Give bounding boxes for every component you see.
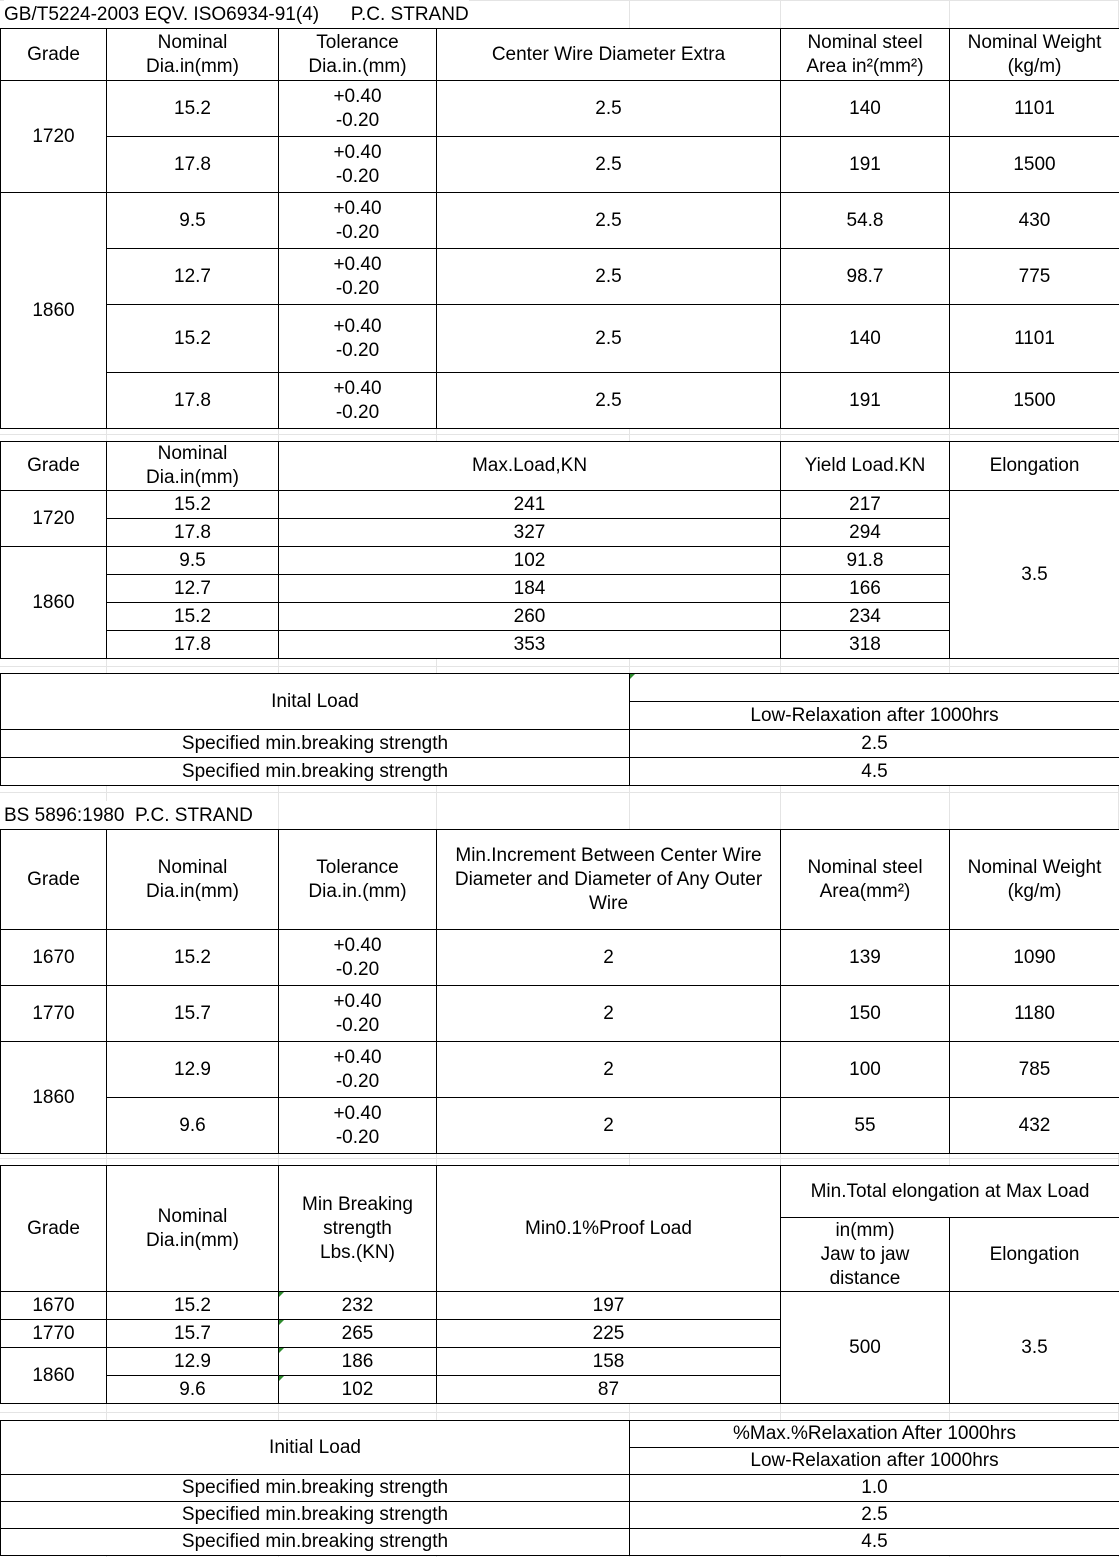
increment-cell: 2 xyxy=(437,986,781,1042)
center-cell: 2.5 xyxy=(437,193,781,249)
dia-cell: 17.8 xyxy=(107,631,279,659)
tolerance-cell: +0.40 -0.20 xyxy=(279,986,437,1042)
yield-load-cell: 234 xyxy=(781,603,950,631)
table-row xyxy=(1,1098,1119,1154)
header-total-elongation: Min.Total elongation at Max Load xyxy=(781,1166,1119,1218)
dia-cell: 17.8 xyxy=(107,373,279,429)
proof-cell: 225 xyxy=(437,1320,781,1348)
header-min-increment: Min.Increment Between Center Wire Diameter and Diameter of Any Outer Wire xyxy=(437,830,781,930)
dia-cell: 15.2 xyxy=(107,81,279,137)
dia-cell: 12.7 xyxy=(107,249,279,305)
weight-cell: 1500 xyxy=(950,137,1119,193)
relax-label-cell: Specified min.breaking strength xyxy=(1,1502,630,1529)
header-nominal-dia: Nominal Dia.in(mm) xyxy=(107,1166,279,1292)
header-steel-area: Nominal steel Area in²(mm²) xyxy=(781,29,950,81)
tolerance-cell: +0.40 -0.20 xyxy=(279,81,437,137)
header-steel-area: Nominal steel Area(mm²) xyxy=(781,830,950,930)
yield-load-cell: 294 xyxy=(781,519,950,547)
weight-cell: 1090 xyxy=(950,930,1119,986)
grid-row-line xyxy=(0,1412,1119,1413)
relax-value-cell: 2.5 xyxy=(630,730,1119,758)
header-nominal-dia: Nominal Dia.in(mm) xyxy=(107,442,279,491)
weight-cell: 1101 xyxy=(950,81,1119,137)
table-row xyxy=(1,930,1119,986)
header-elongation: Elongation xyxy=(950,442,1119,491)
dia-cell: 15.2 xyxy=(107,305,279,373)
table-header-row xyxy=(1,29,1119,81)
weight-cell: 432 xyxy=(950,1098,1119,1154)
elongation-cell: 3.5 xyxy=(950,491,1119,659)
table-header-row xyxy=(1,442,1119,491)
grade-cell: 1720 xyxy=(1,491,107,547)
relax-label-cell: Specified min.breaking strength xyxy=(1,1529,630,1556)
table-row xyxy=(1,730,1119,758)
increment-cell: 2 xyxy=(437,1042,781,1098)
section2-spec-table xyxy=(0,829,1119,1154)
dia-cell: 15.2 xyxy=(107,1292,279,1320)
increment-cell: 2 xyxy=(437,930,781,986)
increment-cell: 2 xyxy=(437,1098,781,1154)
header-max-relaxation: %Max.%Relaxation After 1000hrs xyxy=(630,1421,1119,1448)
dia-cell: 15.7 xyxy=(107,1320,279,1348)
weight-cell: 1180 xyxy=(950,986,1119,1042)
table-row xyxy=(1,305,1119,373)
grade-cell: 1770 xyxy=(1,1320,107,1348)
header-nominal-weight: Nominal Weight (kg/m) xyxy=(950,29,1119,81)
tolerance-cell: +0.40 -0.20 xyxy=(279,1042,437,1098)
center-cell: 2.5 xyxy=(437,137,781,193)
header-initial-load: Inital Load xyxy=(1,674,630,730)
weight-cell: 430 xyxy=(950,193,1119,249)
header-blank-cell xyxy=(630,674,1119,702)
section2-relaxation-table xyxy=(0,1420,1119,1556)
relax-value-cell: 4.5 xyxy=(630,758,1119,786)
weight-cell: 1101 xyxy=(950,305,1119,373)
relax-label-cell: Specified min.breaking strength xyxy=(1,730,630,758)
table-row xyxy=(1,249,1119,305)
section1-title: GB/T5224-2003 EQV. ISO6934-91(4) P.C. STRAND xyxy=(4,0,469,28)
section2-load-table xyxy=(0,1165,1119,1404)
table-row xyxy=(1,193,1119,249)
breaking-cell: 265 xyxy=(279,1320,437,1348)
dia-cell: 9.6 xyxy=(107,1098,279,1154)
yield-load-cell: 217 xyxy=(781,491,950,519)
header-tolerance: Tolerance Dia.in.(mm) xyxy=(279,830,437,930)
relax-value-cell: 1.0 xyxy=(630,1475,1119,1502)
dia-cell: 15.2 xyxy=(107,491,279,519)
relax-label-cell: Specified min.breaking strength xyxy=(1,758,630,786)
header-elongation: Elongation xyxy=(950,1218,1119,1292)
table-row xyxy=(1,1529,1119,1556)
grade-cell: 1860 xyxy=(1,1042,107,1154)
area-cell: 55 xyxy=(781,1098,950,1154)
dia-cell: 17.8 xyxy=(107,137,279,193)
table-row xyxy=(1,1502,1119,1529)
area-cell: 100 xyxy=(781,1042,950,1098)
tolerance-cell: +0.40 -0.20 xyxy=(279,1098,437,1154)
header-low-relaxation: Low-Relaxation after 1000hrs xyxy=(630,1448,1119,1475)
weight-cell: 1500 xyxy=(950,373,1119,429)
grid-row-line xyxy=(0,666,1119,667)
max-load-cell: 327 xyxy=(279,519,781,547)
header-tolerance: Tolerance Dia.in.(mm) xyxy=(279,29,437,81)
header-grade: Grade xyxy=(1,442,107,491)
tolerance-cell: +0.40 -0.20 xyxy=(279,373,437,429)
grade-cell: 1860 xyxy=(1,193,107,429)
table-header-row xyxy=(1,674,1119,702)
grade-cell: 1670 xyxy=(1,1292,107,1320)
elongation-cell: 3.5 xyxy=(950,1292,1119,1404)
grade-cell: 1670 xyxy=(1,930,107,986)
area-cell: 140 xyxy=(781,305,950,373)
proof-cell: 87 xyxy=(437,1376,781,1404)
dia-cell: 9.6 xyxy=(107,1376,279,1404)
table-header-row xyxy=(1,1421,1119,1448)
dia-cell: 15.7 xyxy=(107,986,279,1042)
section1-load-table xyxy=(0,441,1119,659)
area-cell: 140 xyxy=(781,81,950,137)
tolerance-cell: +0.40 -0.20 xyxy=(279,193,437,249)
relax-value-cell: 4.5 xyxy=(630,1529,1119,1556)
dia-cell: 15.2 xyxy=(107,603,279,631)
grade-cell: 1860 xyxy=(1,1348,107,1404)
table-row xyxy=(1,1475,1119,1502)
area-cell: 98.7 xyxy=(781,249,950,305)
yield-load-cell: 166 xyxy=(781,575,950,603)
grid-row-line xyxy=(0,1158,1119,1159)
grid-row-line xyxy=(0,792,1119,793)
dia-cell: 15.2 xyxy=(107,930,279,986)
table-row xyxy=(1,1292,1119,1320)
relax-label-cell: Specified min.breaking strength xyxy=(1,1475,630,1502)
center-cell: 2.5 xyxy=(437,305,781,373)
tolerance-cell: +0.40 -0.20 xyxy=(279,137,437,193)
grid-row-line xyxy=(0,434,1119,435)
table-row xyxy=(1,491,1119,519)
table-row xyxy=(1,81,1119,137)
table-row xyxy=(1,373,1119,429)
area-cell: 150 xyxy=(781,986,950,1042)
header-low-relaxation: Low-Relaxation after 1000hrs xyxy=(630,702,1119,730)
table-header-row xyxy=(1,830,1119,930)
header-grade: Grade xyxy=(1,29,107,81)
max-load-cell: 353 xyxy=(279,631,781,659)
yield-load-cell: 318 xyxy=(781,631,950,659)
dia-cell: 9.5 xyxy=(107,547,279,575)
header-nominal-dia: Nominal Dia.in(mm) xyxy=(107,830,279,930)
yield-load-cell: 91.8 xyxy=(781,547,950,575)
table-row xyxy=(1,758,1119,786)
center-cell: 2.5 xyxy=(437,373,781,429)
breaking-cell: 186 xyxy=(279,1348,437,1376)
grade-cell: 1860 xyxy=(1,547,107,659)
header-min-breaking: Min Breaking strength Lbs.(KN) xyxy=(279,1166,437,1292)
max-load-cell: 241 xyxy=(279,491,781,519)
header-grade: Grade xyxy=(1,1166,107,1292)
section1-relaxation-table xyxy=(0,673,1119,786)
header-nominal-weight: Nominal Weight (kg/m) xyxy=(950,830,1119,930)
relax-value-cell: 2.5 xyxy=(630,1502,1119,1529)
dia-cell: 17.8 xyxy=(107,519,279,547)
table-header-row xyxy=(1,1166,1119,1218)
center-cell: 2.5 xyxy=(437,249,781,305)
proof-cell: 197 xyxy=(437,1292,781,1320)
area-cell: 54.8 xyxy=(781,193,950,249)
header-nominal-dia: Nominal Dia.in(mm) xyxy=(107,29,279,81)
max-load-cell: 260 xyxy=(279,603,781,631)
area-cell: 191 xyxy=(781,373,950,429)
area-cell: 191 xyxy=(781,137,950,193)
tolerance-cell: +0.40 -0.20 xyxy=(279,249,437,305)
jaw-distance-cell: 500 xyxy=(781,1292,950,1404)
section2-title: BS 5896:1980 P.C. STRAND xyxy=(4,801,253,829)
max-load-cell: 184 xyxy=(279,575,781,603)
header-initial-load: Initial Load xyxy=(1,1421,630,1475)
section1-spec-table xyxy=(0,28,1119,429)
grade-cell: 1720 xyxy=(1,81,107,193)
header-max-load: Max.Load,KN xyxy=(279,442,781,491)
header-center-wire: Center Wire Diameter Extra xyxy=(437,29,781,81)
dia-cell: 12.9 xyxy=(107,1348,279,1376)
weight-cell: 785 xyxy=(950,1042,1119,1098)
proof-cell: 158 xyxy=(437,1348,781,1376)
max-load-cell: 102 xyxy=(279,547,781,575)
table-row xyxy=(1,986,1119,1042)
dia-cell: 12.9 xyxy=(107,1042,279,1098)
header-jaw-distance: in(mm) Jaw to jaw distance xyxy=(781,1218,950,1292)
header-proof-load: Min0.1%Proof Load xyxy=(437,1166,781,1292)
header-yield-load: Yield Load.KN xyxy=(781,442,950,491)
breaking-cell: 232 xyxy=(279,1292,437,1320)
tolerance-cell: +0.40 -0.20 xyxy=(279,930,437,986)
grade-cell: 1770 xyxy=(1,986,107,1042)
center-cell: 2.5 xyxy=(437,81,781,137)
table-row xyxy=(1,1042,1119,1098)
area-cell: 139 xyxy=(781,930,950,986)
weight-cell: 775 xyxy=(950,249,1119,305)
dia-cell: 12.7 xyxy=(107,575,279,603)
tolerance-cell: +0.40 -0.20 xyxy=(279,305,437,373)
header-grade: Grade xyxy=(1,830,107,930)
table-row xyxy=(1,137,1119,193)
dia-cell: 9.5 xyxy=(107,193,279,249)
breaking-cell: 102 xyxy=(279,1376,437,1404)
